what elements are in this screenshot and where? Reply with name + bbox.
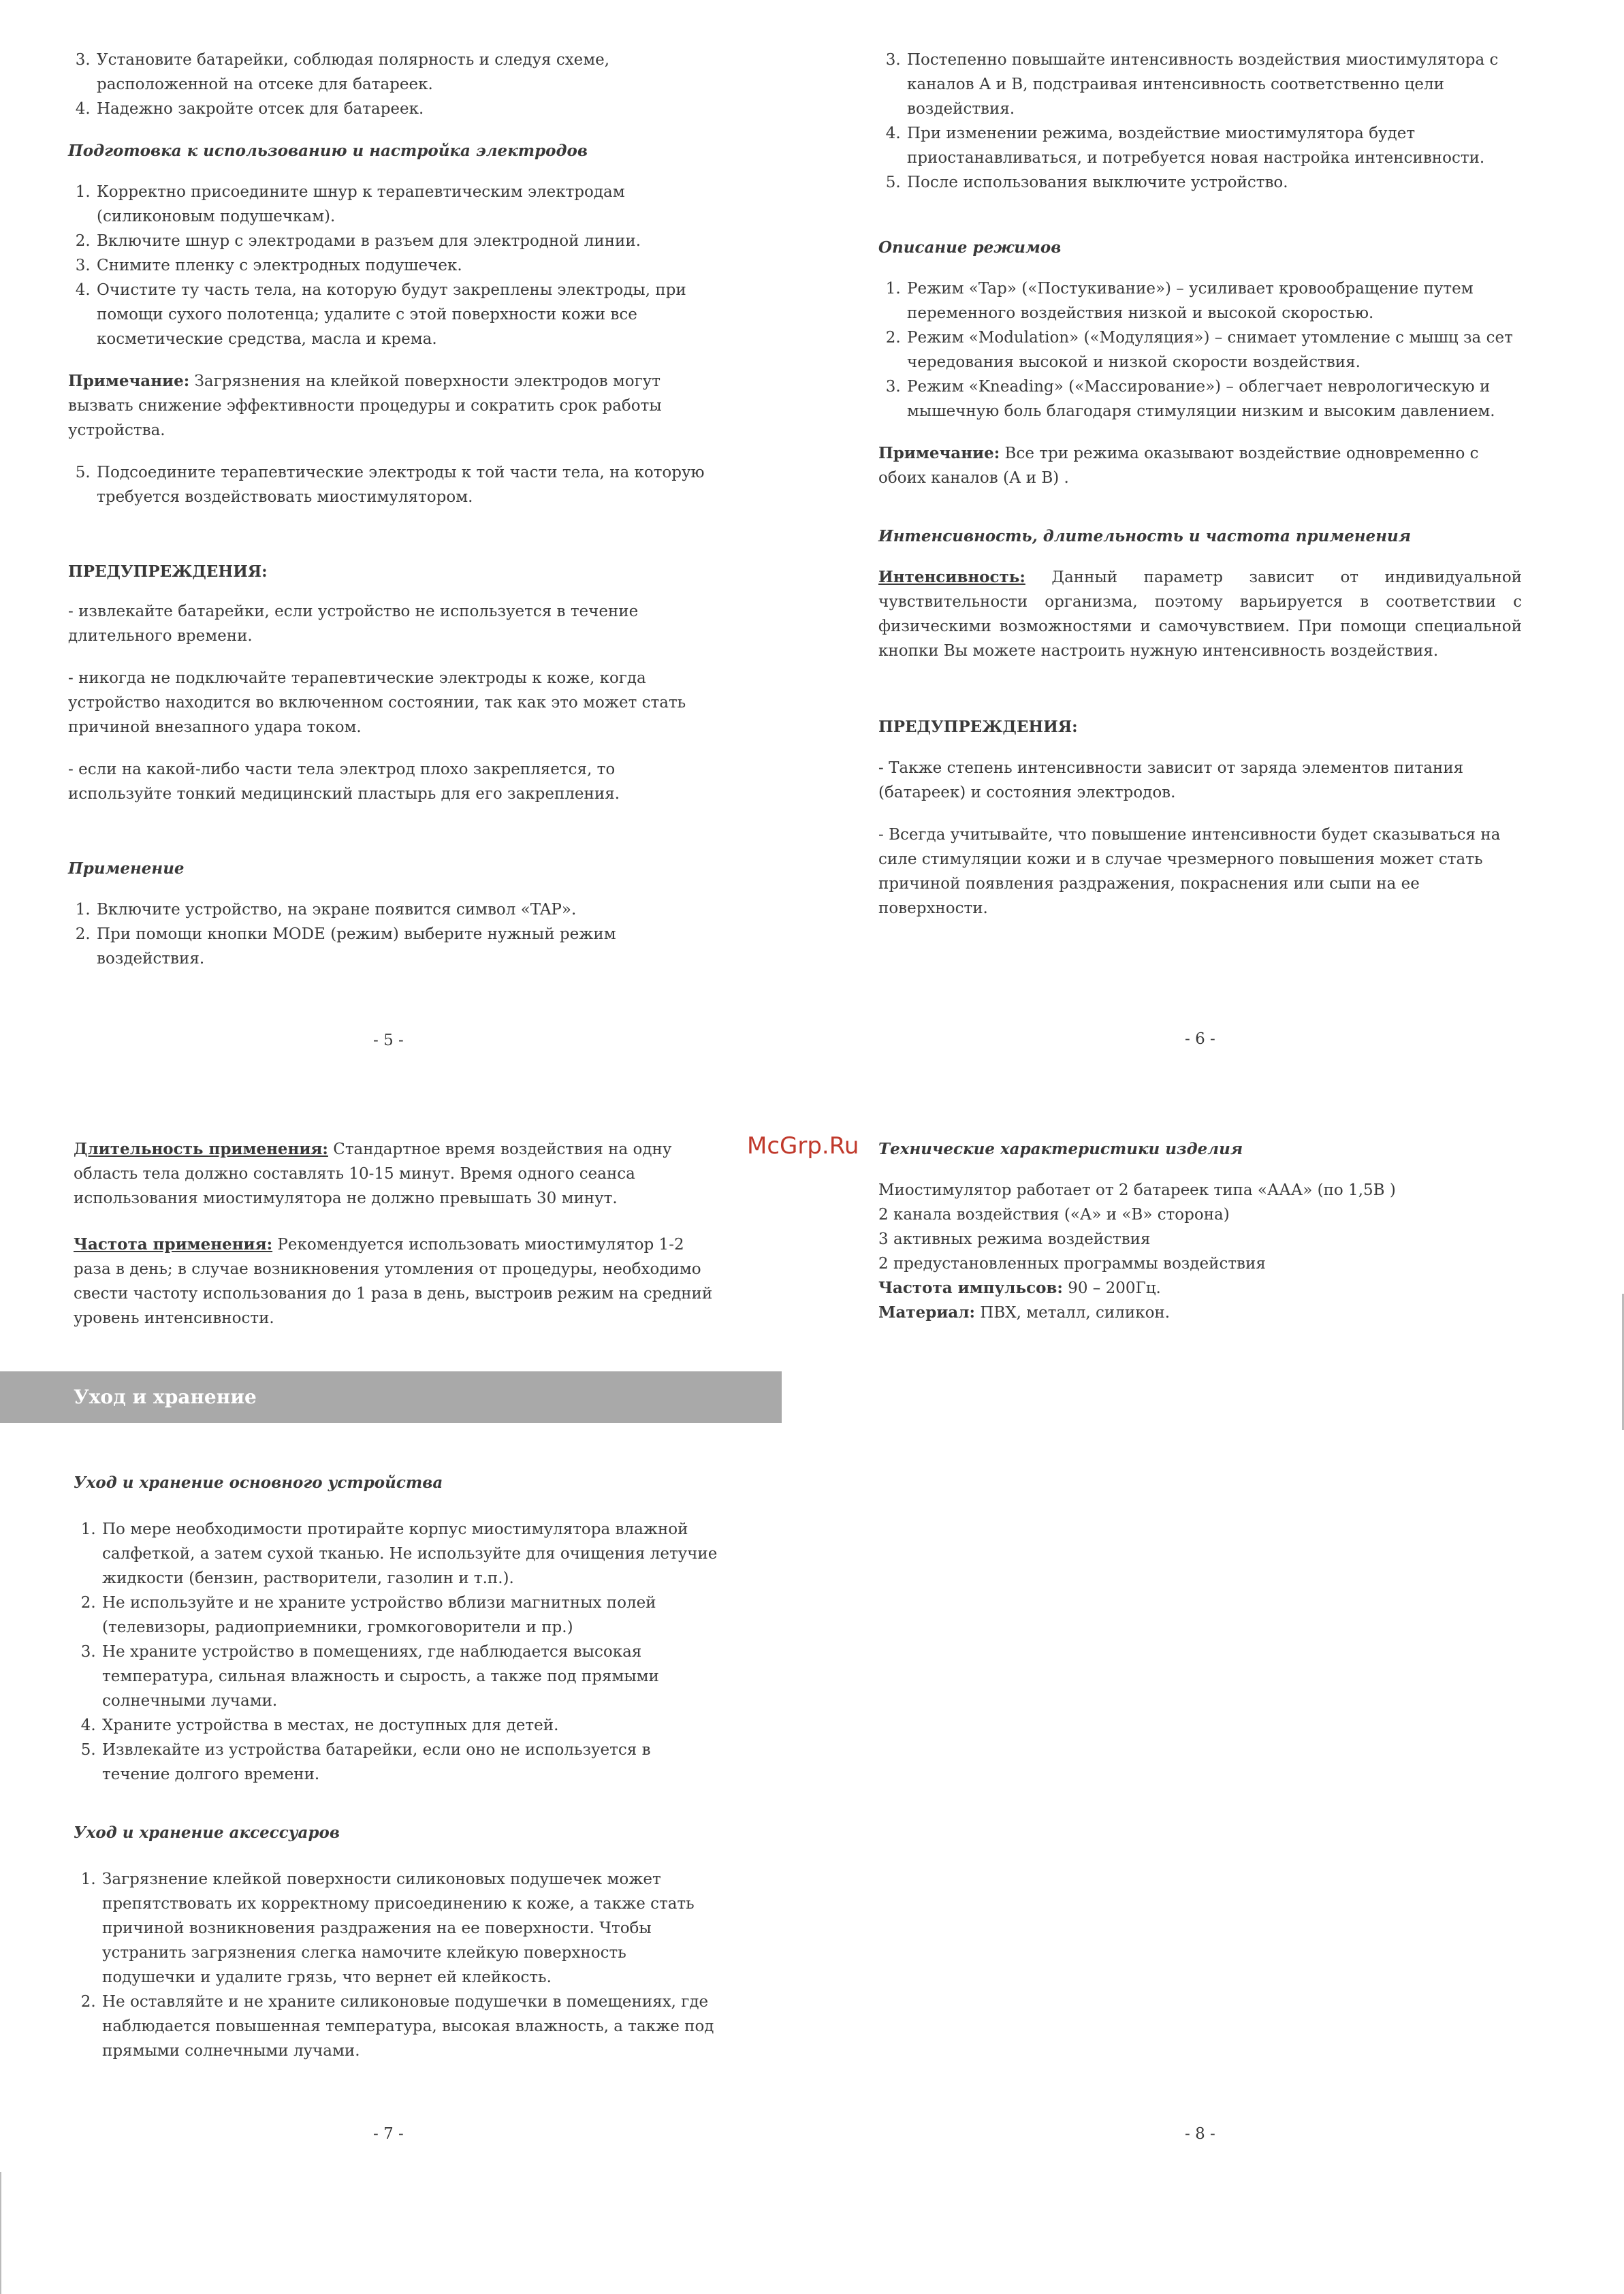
list-item: 3. Не храните устройство в помещениях, где наблюдается высокая температура, сильная влажность и сырость, а также под прямыми солнечными лучами.: [101, 1640, 720, 1713]
list-item: 3. Постепенно повышайте интенсивность воздействия миостимулятора с каналов А и В, подстраивая интенсивность соответственно цели воздействия.: [906, 48, 1522, 121]
page-number: - 8 -: [1185, 2125, 1215, 2143]
accessories-list: [74, 1867, 720, 2063]
page-8: [878, 1137, 1522, 1325]
intensity-heading: Интенсивность, длительность и частота применения: [878, 527, 1412, 545]
intensity-label: Интенсивность:: [878, 568, 1025, 586]
frequency-label: Частота применения:: [74, 1235, 273, 1254]
usage-heading: Применение: [68, 859, 185, 878]
note-text: Все три режима оказывают воздействие одновременно с обоих каналов (А и В) .: [878, 445, 1479, 487]
list-item: 2. При помощи кнопки MODE (режим) выберите нужный режим воздействия.: [95, 922, 708, 971]
list-item: 2. Включите шнур с электродами в разъем для электродной линии.: [95, 229, 708, 253]
usage-list: [68, 897, 708, 971]
list-item: 5. Подсоедините терапевтические электроды к той части тела, на которую требуется воздействовать миостимулятором.: [95, 460, 708, 509]
list-item: 2. Режим «Modulation» («Модуляция») – снимает утомление с мышц за сет чередования высокой и низкой скорости воздействия.: [906, 325, 1522, 375]
material-label: Материал:: [878, 1303, 975, 1322]
frequency-value: 90 – 200Гц.: [1062, 1279, 1161, 1297]
list-item: 2. Не оставляйте и не храните силиконовые подушечки в помещениях, где наблюдается повышенная температура, высокая влажность, а также под прямыми солнечными лучами.: [101, 1990, 720, 2063]
modes-heading: Описание режимов: [878, 238, 1062, 257]
list-item: 4. Надежно закройте отсек для батареек.: [95, 97, 708, 121]
frequency-text: Рекомендуется использовать миостимулятор 1-2 раза в день; в случае возникновения утомления от процедуры, необходимо свести частоту использования до 1 раза в день, выстроив режим на средний уровень интенсивности.: [74, 1236, 713, 1327]
page-7: [74, 1137, 720, 1348]
note-label: Примечание:: [68, 372, 190, 390]
spec-line: 3 активных режима воздействия: [878, 1230, 1151, 1248]
warnings-heading: ПРЕДУПРЕЖДЕНИЯ:: [68, 562, 268, 581]
list-item: 3. Снимите пленку с электродных подушечек.: [95, 253, 708, 278]
intensity-steps-list: [878, 48, 1522, 195]
spec-line: 2 предустановленных программы воздействия: [878, 1255, 1266, 1273]
page-5: [68, 48, 708, 989]
frequency-paragraph: [74, 1232, 720, 1331]
warning-text: - извлекайте батарейки, если устройство не используется в течение длительного времени.: [68, 603, 639, 645]
material-value: ПВХ, металл, силикон.: [975, 1304, 1171, 1322]
scan-edge: [0, 2172, 1, 2294]
list-item: 4. При изменении режима, воздействие миостимулятора будет приостанавливаться, и потребуется новая настройка интенсивности.: [906, 121, 1522, 170]
list-item: 2. Не используйте и не храните устройство вблизи магнитных полей (телевизоры, радиоприемники, громкоговорители и пр.): [101, 1591, 720, 1640]
duration-paragraph: [74, 1137, 720, 1211]
page-number: - 5 -: [373, 1032, 404, 1049]
connect-list: [68, 460, 708, 509]
list-item: 5. Извлекайте из устройства батарейки, если оно не используется в течение долгого времени.: [101, 1738, 720, 1787]
note-text: Загрязнения на клейкой поверхности электродов могут вызвать снижение эффективности процедуры и сократить срок работы устройства.: [68, 372, 662, 439]
main-care-heading: Уход и хранение основного устройства: [74, 1473, 443, 1492]
list-item: 1. Режим «Tap» («Постукивание») – усиливает кровообращение путем переменного воздействия низкой и высокой скоростью.: [906, 276, 1522, 325]
intensity-text: Данный параметр зависит от индивидуальной чувствительности организма, поэтому варьируется в соответствии с физическими возможностями и самочувствием. При помощи специальной кнопки Вы можете настроить нужную интенсивность воздействия.: [878, 569, 1522, 660]
note-paragraph: [878, 441, 1522, 490]
spec-line-frequency: [878, 1276, 1522, 1301]
list-item: 3. Режим «Kneading» («Массирование») – облегчает неврологическую и мышечную боль благодаря стимуляции низким и высоким давлением.: [906, 375, 1522, 424]
list-item: 4. Храните устройства в местах, не доступных для детей.: [101, 1713, 720, 1738]
banner-title: Уход и хранение: [74, 1386, 257, 1408]
list-item: 4. Очистите ту часть тела, на которую будут закреплены электроды, при помощи сухого полотенца; удалите с этой поверхности кожи все косметические средства, масла и крема.: [95, 278, 708, 351]
warning-text: - если на какой-либо части тела электрод плохо закрепляется, то используйте тонкий медицинский пластырь для его закрепления.: [68, 761, 620, 803]
list-item: 1. По мере необходимости протирайте корпус миостимулятора влажной салфеткой, а затем сухой тканью. Не используйте для очищения летучие жидкости (бензин, растворители, газолин и т.п.).: [101, 1517, 720, 1591]
page-number: - 7 -: [373, 2125, 404, 2143]
battery-steps-list: [68, 48, 708, 121]
accessories-heading: Уход и хранение аксессуаров: [74, 1823, 340, 1842]
page-number: - 6 -: [1185, 1030, 1215, 1048]
duration-label: Длительность применения:: [74, 1140, 328, 1158]
list-item: 3. Установите батарейки, соблюдая полярность и следуя схеме, расположенной на отсеке для батареек.: [95, 48, 708, 97]
warning-text: - Также степень интенсивности зависит от заряда элементов питания (батареек) и состояния электродов.: [878, 759, 1464, 801]
frequency-label: Частота импульсов:: [878, 1279, 1063, 1297]
spec-line-material: [878, 1301, 1522, 1325]
modes-list: [878, 276, 1522, 424]
intensity-paragraph: [878, 565, 1522, 663]
specs-heading: Технические характеристики изделия: [878, 1140, 1243, 1158]
spec-line: Миостимулятор работает от 2 батареек типа «ААА» (по 1,5В ): [878, 1181, 1396, 1199]
prep-list: [68, 180, 708, 351]
list-item: 1. Корректно присоедините шнур к терапевтическим электродам (силиконовым подушечкам).: [95, 180, 708, 229]
page-6: [878, 48, 1522, 938]
warning-text: - никогда не подключайте терапевтические электроды к коже, когда устройство находится во включенном состоянии, так как это может стать причиной внезапного удара током.: [68, 669, 686, 736]
watermark-link[interactable]: McGrp.Ru: [747, 1132, 859, 1160]
note-label: Примечание:: [878, 444, 1000, 462]
care-storage-banner: [0, 1371, 782, 1423]
spec-line: 2 канала воздействия («А» и «В» сторона): [878, 1206, 1230, 1224]
main-care-list: [74, 1517, 720, 1787]
warning-text: - Всегда учитывайте, что повышение интенсивности будет сказываться на силе стимуляции кожи и в случае чрезмерного повышения может стать причиной появления раздражения, покраснения или сыпи на ее поверхности.: [878, 826, 1501, 917]
warnings-heading: ПРЕДУПРЕЖДЕНИЯ:: [878, 718, 1078, 736]
list-item: 1. Включите устройство, на экране появится символ «TAP».: [95, 897, 708, 922]
list-item: 5. После использования выключите устройство.: [906, 170, 1522, 195]
note-paragraph: [68, 369, 708, 443]
prep-heading: Подготовка к использованию и настройка электродов: [68, 142, 588, 160]
list-item: 1. Загрязнение клейкой поверхности силиконовых подушечек может препятствовать их корректному присоединению к коже, а также стать причиной возникновения раздражения на ее поверхности. Чтобы устранить загрязнения слегка намочите клейкую поверхность подушечки и удалите грязь, что вернет ей клейкость.: [101, 1867, 720, 1990]
duration-text: Стандартное время воздействия на одну область тела должно составлять 10-15 минут. Время одного сеанса использования миостимулятора не должно превышать 30 минут.: [74, 1141, 672, 1207]
page-7-care: [74, 1471, 720, 2081]
